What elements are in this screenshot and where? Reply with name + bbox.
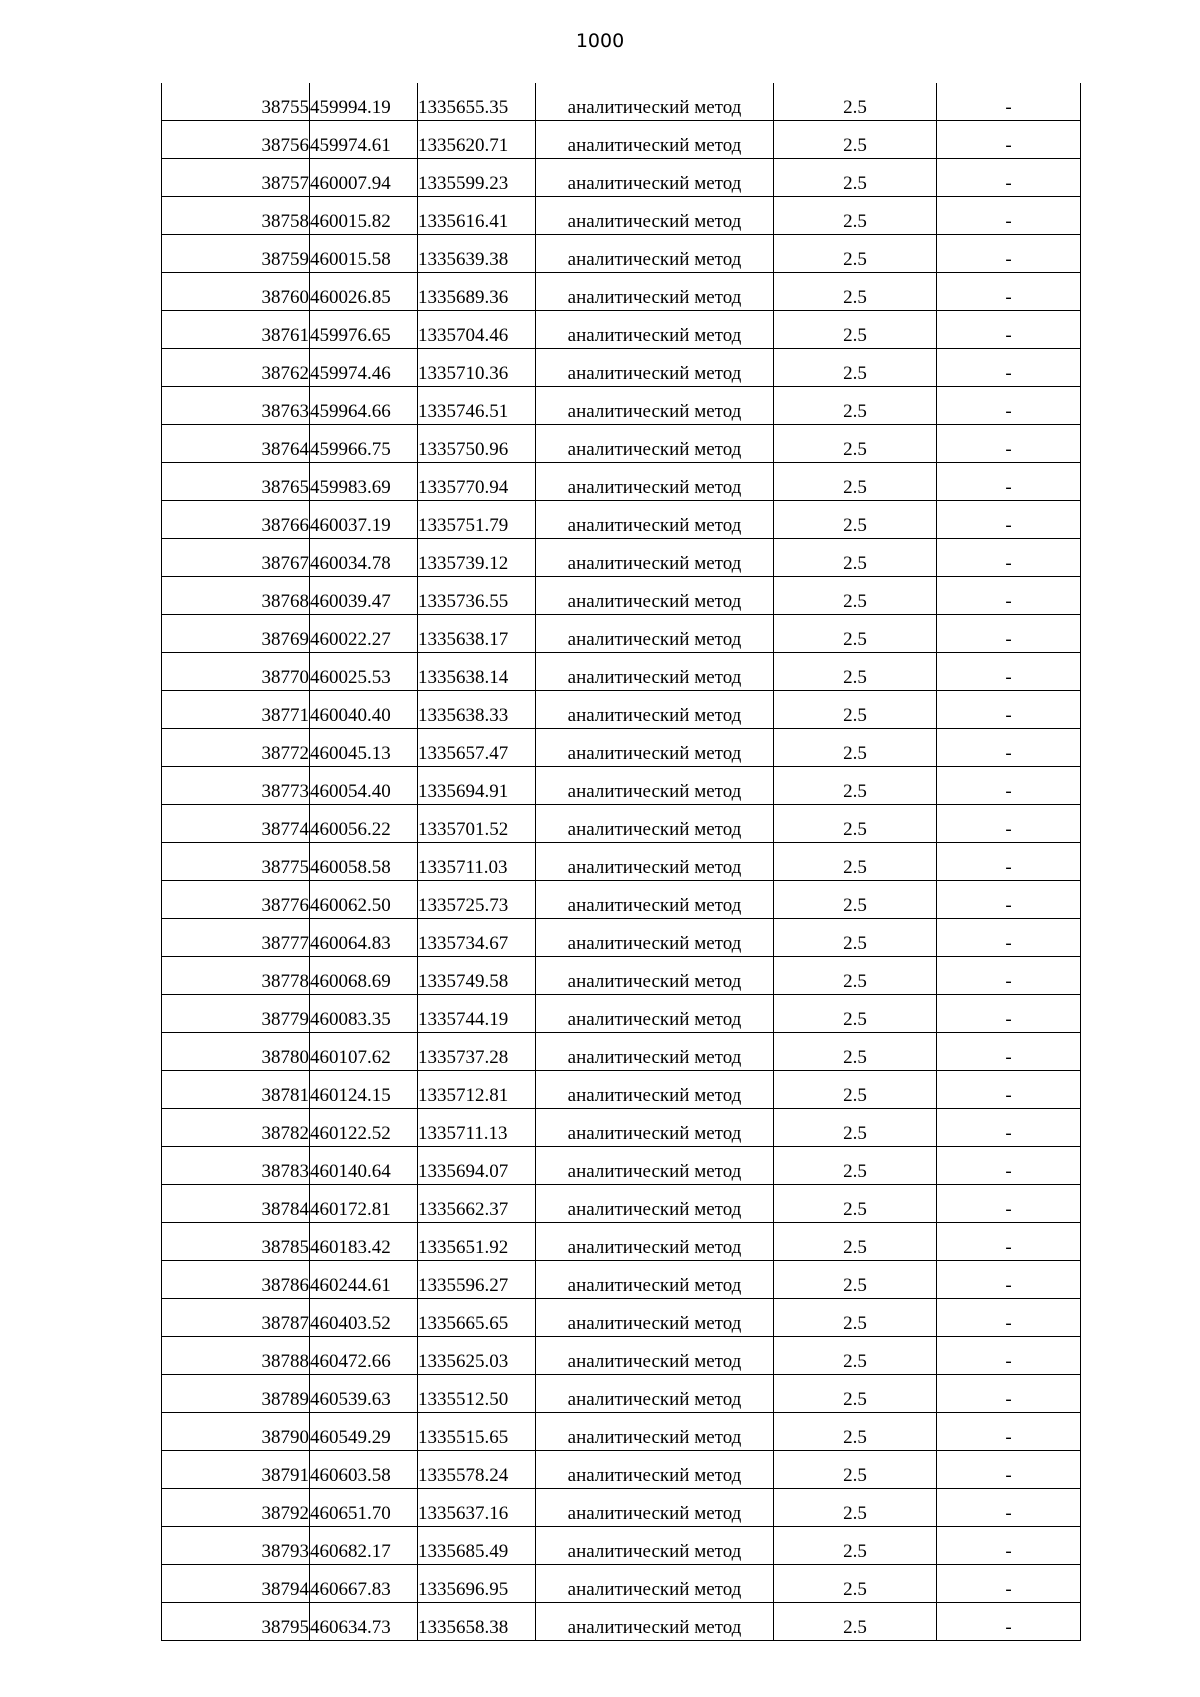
- point-number-cell: 38769: [162, 615, 310, 653]
- description-cell: -: [937, 1527, 1081, 1565]
- y-coordinate-cell: 1335638.14: [418, 653, 536, 691]
- accuracy-cell: 2.5: [774, 1337, 937, 1375]
- accuracy-cell: 2.5: [774, 425, 937, 463]
- point-number-cell: 38782: [162, 1109, 310, 1147]
- y-coordinate-cell: 1335711.03: [418, 843, 536, 881]
- point-number-cell: 38793: [162, 1527, 310, 1565]
- description-cell: -: [937, 197, 1081, 235]
- y-coordinate-cell: 1335625.03: [418, 1337, 536, 1375]
- x-coordinate-cell: 460045.13: [310, 729, 418, 767]
- x-coordinate-cell: 460064.83: [310, 919, 418, 957]
- point-number-cell: 38777: [162, 919, 310, 957]
- y-coordinate-cell: 1335638.17: [418, 615, 536, 653]
- point-number-cell: 38768: [162, 577, 310, 615]
- accuracy-cell: 2.5: [774, 881, 937, 919]
- description-cell: -: [937, 1223, 1081, 1261]
- description-cell: -: [937, 995, 1081, 1033]
- table-row: [162, 1451, 1081, 1489]
- y-coordinate-cell: 1335770.94: [418, 463, 536, 501]
- y-coordinate-cell: 1335689.36: [418, 273, 536, 311]
- description-cell: -: [937, 653, 1081, 691]
- method-cell: аналитический метод: [536, 1603, 774, 1641]
- table-row: [162, 1527, 1081, 1565]
- x-coordinate-cell: 460068.69: [310, 957, 418, 995]
- method-cell: аналитический метод: [536, 691, 774, 729]
- table-row: [162, 881, 1081, 919]
- description-cell: -: [937, 1565, 1081, 1603]
- table-row: [162, 691, 1081, 729]
- point-number-cell: 38756: [162, 121, 310, 159]
- x-coordinate-cell: 459974.61: [310, 121, 418, 159]
- accuracy-cell: 2.5: [774, 805, 937, 843]
- y-coordinate-cell: 1335696.95: [418, 1565, 536, 1603]
- method-cell: аналитический метод: [536, 1565, 774, 1603]
- accuracy-cell: 2.5: [774, 653, 937, 691]
- x-coordinate-cell: 460634.73: [310, 1603, 418, 1641]
- table-row: [162, 1337, 1081, 1375]
- accuracy-cell: 2.5: [774, 1033, 937, 1071]
- point-number-cell: 38757: [162, 159, 310, 197]
- point-number-cell: 38795: [162, 1603, 310, 1641]
- point-number-cell: 38778: [162, 957, 310, 995]
- x-coordinate-cell: 460549.29: [310, 1413, 418, 1451]
- y-coordinate-cell: 1335736.55: [418, 577, 536, 615]
- method-cell: аналитический метод: [536, 805, 774, 843]
- table-row: [162, 1147, 1081, 1185]
- y-coordinate-cell: 1335596.27: [418, 1261, 536, 1299]
- accuracy-cell: 2.5: [774, 1109, 937, 1147]
- x-coordinate-cell: 460183.42: [310, 1223, 418, 1261]
- method-cell: аналитический метод: [536, 1489, 774, 1527]
- method-cell: аналитический метод: [536, 1451, 774, 1489]
- y-coordinate-cell: 1335620.71: [418, 121, 536, 159]
- description-cell: -: [937, 1261, 1081, 1299]
- point-number-cell: 38790: [162, 1413, 310, 1451]
- table-row: [162, 349, 1081, 387]
- point-number-cell: 38764: [162, 425, 310, 463]
- point-number-cell: 38781: [162, 1071, 310, 1109]
- table-row: [162, 1489, 1081, 1527]
- method-cell: аналитический метод: [536, 729, 774, 767]
- y-coordinate-cell: 1335694.07: [418, 1147, 536, 1185]
- description-cell: -: [937, 1413, 1081, 1451]
- x-coordinate-cell: 460054.40: [310, 767, 418, 805]
- y-coordinate-cell: 1335616.41: [418, 197, 536, 235]
- point-number-cell: 38774: [162, 805, 310, 843]
- method-cell: аналитический метод: [536, 387, 774, 425]
- accuracy-cell: 2.5: [774, 615, 937, 653]
- table-row: [162, 1375, 1081, 1413]
- point-number-cell: 38789: [162, 1375, 310, 1413]
- point-number-cell: 38763: [162, 387, 310, 425]
- description-cell: -: [937, 387, 1081, 425]
- table-row: [162, 1261, 1081, 1299]
- x-coordinate-cell: 460056.22: [310, 805, 418, 843]
- x-coordinate-cell: 459966.75: [310, 425, 418, 463]
- table-row: [162, 1223, 1081, 1261]
- description-cell: -: [937, 919, 1081, 957]
- point-number-cell: 38765: [162, 463, 310, 501]
- point-number-cell: 38780: [162, 1033, 310, 1071]
- y-coordinate-cell: 1335712.81: [418, 1071, 536, 1109]
- point-number-cell: 38767: [162, 539, 310, 577]
- table-row: [162, 995, 1081, 1033]
- x-coordinate-cell: 460025.53: [310, 653, 418, 691]
- x-coordinate-cell: 459974.46: [310, 349, 418, 387]
- method-cell: аналитический метод: [536, 1413, 774, 1451]
- point-number-cell: 38785: [162, 1223, 310, 1261]
- description-cell: -: [937, 463, 1081, 501]
- description-cell: -: [937, 1375, 1081, 1413]
- description-cell: -: [937, 1451, 1081, 1489]
- y-coordinate-cell: 1335739.12: [418, 539, 536, 577]
- point-number-cell: 38786: [162, 1261, 310, 1299]
- y-coordinate-cell: 1335750.96: [418, 425, 536, 463]
- method-cell: аналитический метод: [536, 159, 774, 197]
- description-cell: -: [937, 957, 1081, 995]
- accuracy-cell: 2.5: [774, 995, 937, 1033]
- description-cell: -: [937, 311, 1081, 349]
- method-cell: аналитический метод: [536, 615, 774, 653]
- y-coordinate-cell: 1335710.36: [418, 349, 536, 387]
- coordinates-table-body: [162, 83, 1081, 1641]
- description-cell: -: [937, 121, 1081, 159]
- table-row: [162, 425, 1081, 463]
- method-cell: аналитический метод: [536, 1185, 774, 1223]
- x-coordinate-cell: 460403.52: [310, 1299, 418, 1337]
- y-coordinate-cell: 1335638.33: [418, 691, 536, 729]
- method-cell: аналитический метод: [536, 349, 774, 387]
- x-coordinate-cell: 460015.82: [310, 197, 418, 235]
- point-number-cell: 38783: [162, 1147, 310, 1185]
- description-cell: -: [937, 843, 1081, 881]
- x-coordinate-cell: 460667.83: [310, 1565, 418, 1603]
- table-row: [162, 577, 1081, 615]
- method-cell: аналитический метод: [536, 1147, 774, 1185]
- x-coordinate-cell: 460124.15: [310, 1071, 418, 1109]
- method-cell: аналитический метод: [536, 1299, 774, 1337]
- table-row: [162, 1299, 1081, 1337]
- y-coordinate-cell: 1335637.16: [418, 1489, 536, 1527]
- accuracy-cell: 2.5: [774, 387, 937, 425]
- accuracy-cell: 2.5: [774, 843, 937, 881]
- coordinates-table-container: [161, 83, 1080, 1641]
- x-coordinate-cell: 460034.78: [310, 539, 418, 577]
- y-coordinate-cell: 1335578.24: [418, 1451, 536, 1489]
- point-number-cell: 38771: [162, 691, 310, 729]
- x-coordinate-cell: 460040.40: [310, 691, 418, 729]
- table-row: [162, 653, 1081, 691]
- point-number-cell: 38792: [162, 1489, 310, 1527]
- x-coordinate-cell: 460140.64: [310, 1147, 418, 1185]
- accuracy-cell: 2.5: [774, 1413, 937, 1451]
- table-row: [162, 463, 1081, 501]
- method-cell: аналитический метод: [536, 83, 774, 121]
- y-coordinate-cell: 1335694.91: [418, 767, 536, 805]
- y-coordinate-cell: 1335751.79: [418, 501, 536, 539]
- point-number-cell: 38772: [162, 729, 310, 767]
- method-cell: аналитический метод: [536, 1527, 774, 1565]
- point-number-cell: 38791: [162, 1451, 310, 1489]
- accuracy-cell: 2.5: [774, 349, 937, 387]
- accuracy-cell: 2.5: [774, 273, 937, 311]
- description-cell: -: [937, 159, 1081, 197]
- x-coordinate-cell: 460472.66: [310, 1337, 418, 1375]
- accuracy-cell: 2.5: [774, 1071, 937, 1109]
- method-cell: аналитический метод: [536, 463, 774, 501]
- point-number-cell: 38775: [162, 843, 310, 881]
- description-cell: -: [937, 577, 1081, 615]
- description-cell: -: [937, 1489, 1081, 1527]
- method-cell: аналитический метод: [536, 957, 774, 995]
- point-number-cell: 38760: [162, 273, 310, 311]
- table-row: [162, 1071, 1081, 1109]
- table-row: [162, 1603, 1081, 1641]
- table-row: [162, 615, 1081, 653]
- y-coordinate-cell: 1335685.49: [418, 1527, 536, 1565]
- x-coordinate-cell: 459976.65: [310, 311, 418, 349]
- page-number: 1000: [575, 30, 625, 52]
- method-cell: аналитический метод: [536, 539, 774, 577]
- description-cell: -: [937, 1147, 1081, 1185]
- y-coordinate-cell: 1335711.13: [418, 1109, 536, 1147]
- method-cell: аналитический метод: [536, 653, 774, 691]
- method-cell: аналитический метод: [536, 273, 774, 311]
- accuracy-cell: 2.5: [774, 1451, 937, 1489]
- method-cell: аналитический метод: [536, 919, 774, 957]
- x-coordinate-cell: 460026.85: [310, 273, 418, 311]
- accuracy-cell: 2.5: [774, 501, 937, 539]
- x-coordinate-cell: 460083.35: [310, 995, 418, 1033]
- accuracy-cell: 2.5: [774, 1299, 937, 1337]
- point-number-cell: 38762: [162, 349, 310, 387]
- accuracy-cell: 2.5: [774, 121, 937, 159]
- accuracy-cell: 2.5: [774, 463, 937, 501]
- table-row: [162, 957, 1081, 995]
- method-cell: аналитический метод: [536, 311, 774, 349]
- point-number-cell: 38784: [162, 1185, 310, 1223]
- coordinates-table: [161, 83, 1081, 1641]
- table-row: [162, 843, 1081, 881]
- point-number-cell: 38766: [162, 501, 310, 539]
- x-coordinate-cell: 460651.70: [310, 1489, 418, 1527]
- x-coordinate-cell: 460037.19: [310, 501, 418, 539]
- method-cell: аналитический метод: [536, 577, 774, 615]
- table-row: [162, 311, 1081, 349]
- y-coordinate-cell: 1335737.28: [418, 1033, 536, 1071]
- point-number-cell: 38758: [162, 197, 310, 235]
- x-coordinate-cell: 460039.47: [310, 577, 418, 615]
- point-number-cell: 38755: [162, 83, 310, 121]
- table-row: [162, 1565, 1081, 1603]
- table-row: [162, 83, 1081, 121]
- method-cell: аналитический метод: [536, 1033, 774, 1071]
- y-coordinate-cell: 1335744.19: [418, 995, 536, 1033]
- accuracy-cell: 2.5: [774, 1375, 937, 1413]
- y-coordinate-cell: 1335639.38: [418, 235, 536, 273]
- description-cell: -: [937, 1109, 1081, 1147]
- x-coordinate-cell: 459983.69: [310, 463, 418, 501]
- table-row: [162, 767, 1081, 805]
- y-coordinate-cell: 1335749.58: [418, 957, 536, 995]
- table-row: [162, 501, 1081, 539]
- y-coordinate-cell: 1335651.92: [418, 1223, 536, 1261]
- method-cell: аналитический метод: [536, 1223, 774, 1261]
- table-row: [162, 1185, 1081, 1223]
- point-number-cell: 38770: [162, 653, 310, 691]
- y-coordinate-cell: 1335725.73: [418, 881, 536, 919]
- description-cell: -: [937, 349, 1081, 387]
- accuracy-cell: 2.5: [774, 1261, 937, 1299]
- y-coordinate-cell: 1335657.47: [418, 729, 536, 767]
- x-coordinate-cell: 460122.52: [310, 1109, 418, 1147]
- point-number-cell: 38776: [162, 881, 310, 919]
- description-cell: -: [937, 881, 1081, 919]
- x-coordinate-cell: 460015.58: [310, 235, 418, 273]
- description-cell: -: [937, 767, 1081, 805]
- table-row: [162, 1033, 1081, 1071]
- point-number-cell: 38794: [162, 1565, 310, 1603]
- x-coordinate-cell: 459994.19: [310, 83, 418, 121]
- method-cell: аналитический метод: [536, 767, 774, 805]
- description-cell: -: [937, 1299, 1081, 1337]
- x-coordinate-cell: 460172.81: [310, 1185, 418, 1223]
- table-row: [162, 539, 1081, 577]
- y-coordinate-cell: 1335701.52: [418, 805, 536, 843]
- y-coordinate-cell: 1335665.65: [418, 1299, 536, 1337]
- description-cell: -: [937, 273, 1081, 311]
- y-coordinate-cell: 1335658.38: [418, 1603, 536, 1641]
- table-row: [162, 1109, 1081, 1147]
- x-coordinate-cell: 460022.27: [310, 615, 418, 653]
- point-number-cell: 38787: [162, 1299, 310, 1337]
- table-row: [162, 159, 1081, 197]
- y-coordinate-cell: 1335599.23: [418, 159, 536, 197]
- method-cell: аналитический метод: [536, 121, 774, 159]
- accuracy-cell: 2.5: [774, 729, 937, 767]
- y-coordinate-cell: 1335734.67: [418, 919, 536, 957]
- x-coordinate-cell: 460539.63: [310, 1375, 418, 1413]
- x-coordinate-cell: 460244.61: [310, 1261, 418, 1299]
- accuracy-cell: 2.5: [774, 1147, 937, 1185]
- table-row: [162, 235, 1081, 273]
- table-row: [162, 197, 1081, 235]
- accuracy-cell: 2.5: [774, 919, 937, 957]
- y-coordinate-cell: 1335746.51: [418, 387, 536, 425]
- point-number-cell: 38761: [162, 311, 310, 349]
- table-row: [162, 273, 1081, 311]
- table-row: [162, 805, 1081, 843]
- description-cell: -: [937, 615, 1081, 653]
- description-cell: -: [937, 539, 1081, 577]
- point-number-cell: 38779: [162, 995, 310, 1033]
- description-cell: -: [937, 501, 1081, 539]
- method-cell: аналитический метод: [536, 425, 774, 463]
- accuracy-cell: 2.5: [774, 1565, 937, 1603]
- x-coordinate-cell: 460682.17: [310, 1527, 418, 1565]
- description-cell: -: [937, 1033, 1081, 1071]
- y-coordinate-cell: 1335662.37: [418, 1185, 536, 1223]
- accuracy-cell: 2.5: [774, 159, 937, 197]
- table-row: [162, 729, 1081, 767]
- x-coordinate-cell: 459964.66: [310, 387, 418, 425]
- description-cell: -: [937, 1337, 1081, 1375]
- point-number-cell: 38759: [162, 235, 310, 273]
- y-coordinate-cell: 1335515.65: [418, 1413, 536, 1451]
- point-number-cell: 38773: [162, 767, 310, 805]
- accuracy-cell: 2.5: [774, 577, 937, 615]
- accuracy-cell: 2.5: [774, 767, 937, 805]
- accuracy-cell: 2.5: [774, 1603, 937, 1641]
- accuracy-cell: 2.5: [774, 539, 937, 577]
- method-cell: аналитический метод: [536, 501, 774, 539]
- table-row: [162, 387, 1081, 425]
- x-coordinate-cell: 460058.58: [310, 843, 418, 881]
- y-coordinate-cell: 1335512.50: [418, 1375, 536, 1413]
- accuracy-cell: 2.5: [774, 957, 937, 995]
- method-cell: аналитический метод: [536, 1071, 774, 1109]
- x-coordinate-cell: 460107.62: [310, 1033, 418, 1071]
- method-cell: аналитический метод: [536, 235, 774, 273]
- description-cell: -: [937, 1071, 1081, 1109]
- method-cell: аналитический метод: [536, 1109, 774, 1147]
- description-cell: -: [937, 729, 1081, 767]
- x-coordinate-cell: 460007.94: [310, 159, 418, 197]
- method-cell: аналитический метод: [536, 1261, 774, 1299]
- y-coordinate-cell: 1335704.46: [418, 311, 536, 349]
- y-coordinate-cell: 1335655.35: [418, 83, 536, 121]
- method-cell: аналитический метод: [536, 1375, 774, 1413]
- description-cell: -: [937, 691, 1081, 729]
- table-row: [162, 1413, 1081, 1451]
- description-cell: -: [937, 235, 1081, 273]
- accuracy-cell: 2.5: [774, 235, 937, 273]
- description-cell: -: [937, 83, 1081, 121]
- method-cell: аналитический метод: [536, 1337, 774, 1375]
- description-cell: -: [937, 1603, 1081, 1641]
- x-coordinate-cell: 460603.58: [310, 1451, 418, 1489]
- accuracy-cell: 2.5: [774, 83, 937, 121]
- method-cell: аналитический метод: [536, 995, 774, 1033]
- point-number-cell: 38788: [162, 1337, 310, 1375]
- method-cell: аналитический метод: [536, 843, 774, 881]
- accuracy-cell: 2.5: [774, 1527, 937, 1565]
- description-cell: -: [937, 805, 1081, 843]
- accuracy-cell: 2.5: [774, 1223, 937, 1261]
- method-cell: аналитический метод: [536, 197, 774, 235]
- accuracy-cell: 2.5: [774, 1185, 937, 1223]
- x-coordinate-cell: 460062.50: [310, 881, 418, 919]
- accuracy-cell: 2.5: [774, 197, 937, 235]
- description-cell: -: [937, 425, 1081, 463]
- method-cell: аналитический метод: [536, 881, 774, 919]
- table-row: [162, 919, 1081, 957]
- accuracy-cell: 2.5: [774, 311, 937, 349]
- accuracy-cell: 2.5: [774, 1489, 937, 1527]
- table-row: [162, 121, 1081, 159]
- description-cell: -: [937, 1185, 1081, 1223]
- accuracy-cell: 2.5: [774, 691, 937, 729]
